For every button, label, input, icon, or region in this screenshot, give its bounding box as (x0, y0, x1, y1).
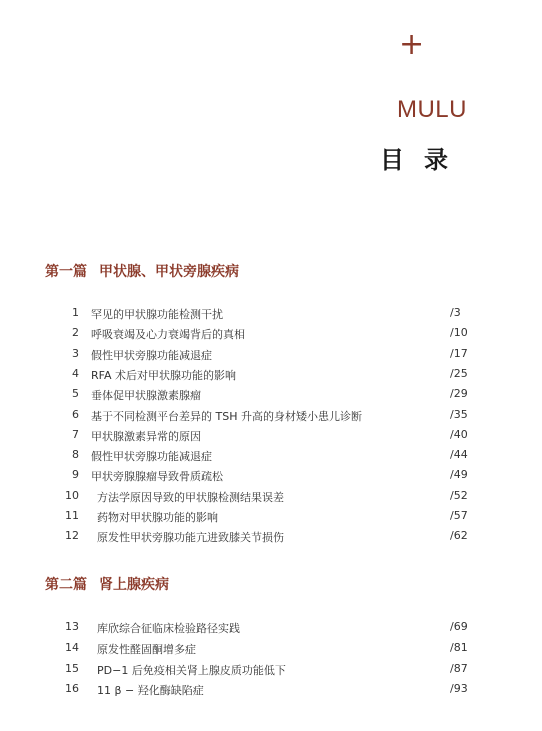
toc-entry[interactable] (0, 489, 542, 509)
toc-entry-title: RFA 术后对甲状腺功能的影响 (91, 368, 236, 382)
toc-entry-number: 5 (72, 387, 79, 401)
toc-entry[interactable] (0, 509, 542, 529)
toc-entry-number: 8 (72, 448, 79, 462)
toc-entry-page: /52 (450, 488, 468, 502)
toc-entry-title: 基于不同检测平台差异的 TSH 升高的身材矮小患儿诊断 (91, 409, 362, 423)
toc-entry-number: 10 (65, 488, 79, 502)
toc-entry[interactable] (0, 367, 542, 387)
section-heading (45, 261, 239, 281)
section-part-label: 第二篇 (45, 577, 87, 593)
toc-entry-title: 原发性甲状旁腺功能亢进致膝关节损伤 (97, 531, 284, 545)
toc-entry[interactable] (0, 682, 542, 702)
toc-entry-page: /57 (450, 509, 468, 522)
toc-entry-title: 呼吸衰竭及心力衰竭背后的真相 (91, 328, 245, 342)
toc-entry-page: /93 (450, 682, 468, 696)
toc-entry-title: 方法学原因导致的甲状腺检测结果误差 (97, 490, 284, 504)
toc-entry-title: 假性甲状旁腺功能减退症 (91, 348, 212, 362)
toc-entry-number: 2 (72, 326, 79, 340)
toc-entry-number: 14 (65, 640, 79, 654)
toc-entry-title: 甲状旁腺腺瘤导致骨质疏松 (91, 470, 223, 484)
toc-entry-title: 原发性醛固酮增多症 (97, 642, 196, 656)
toc-entry-title: 药物对甲状腺功能的影响 (97, 511, 218, 524)
toc-entry[interactable] (0, 529, 542, 549)
toc-entry[interactable] (0, 408, 542, 428)
toc-entry-page: /25 (450, 366, 468, 380)
toc-entry-page: /29 (450, 387, 468, 401)
toc-entry[interactable] (0, 641, 542, 661)
toc-entry-title: 罕见的甲状腺功能检测干扰 (91, 308, 223, 321)
toc-entry-number: 7 (72, 427, 79, 441)
toc-entry-page: /69 (450, 620, 468, 633)
toc-title-latin: MULU (396, 96, 467, 123)
toc-entry-page: /40 (450, 427, 468, 441)
toc-entry-page: /44 (450, 448, 468, 462)
toc-entry-page: /87 (450, 661, 468, 675)
toc-entry[interactable] (0, 326, 542, 346)
toc-entry-title: 假性甲状旁腺功能减退症 (91, 450, 212, 464)
toc-entry-title: PD−1 后免疫相关肾上腺皮质功能低下 (97, 663, 286, 677)
section-part-label: 第一篇 (45, 264, 87, 280)
toc-entry[interactable] (0, 306, 542, 326)
toc-entry-title: 库欣综合征临床检验路径实践 (97, 622, 240, 635)
toc-entry-page: /62 (450, 529, 468, 543)
toc-entry-number: 1 (72, 306, 79, 319)
plus-icon: + (399, 27, 425, 62)
toc-entry-title: 甲状腺激素异常的原因 (91, 429, 201, 443)
toc-entry-number: 6 (72, 407, 79, 421)
toc-entry[interactable] (0, 347, 542, 367)
toc-entry-page: /35 (450, 407, 468, 421)
toc-entry[interactable] (0, 662, 542, 682)
section-name: 肾上腺疾病 (99, 577, 169, 593)
toc-entry-page: /49 (450, 468, 468, 482)
section-name: 甲状腺、甲状旁腺疾病 (99, 264, 239, 280)
toc-entry-number: 15 (65, 661, 79, 675)
toc-entry-number: 9 (72, 468, 79, 482)
toc-entry[interactable] (0, 387, 542, 407)
toc-entry-page: /81 (450, 640, 468, 654)
toc-entry-title: 垂体促甲状腺激素腺瘤 (91, 389, 201, 403)
toc-entry[interactable] (0, 620, 542, 640)
toc-entry-number: 4 (72, 366, 79, 380)
toc-entry-number: 12 (65, 529, 79, 543)
toc-entry-page: /3 (450, 306, 461, 319)
toc-entry-number: 11 (65, 509, 79, 522)
toc-entry-number: 16 (65, 682, 79, 696)
toc-entry[interactable] (0, 428, 542, 448)
toc-entry-page: /17 (450, 346, 468, 360)
toc-entry[interactable] (0, 448, 542, 468)
toc-entry[interactable] (0, 468, 542, 488)
toc-entry-number: 13 (65, 620, 79, 633)
toc-title-chinese: 目录 (380, 146, 468, 174)
toc-entry-title: 11 β − 羟化酶缺陷症 (97, 684, 204, 698)
section-heading (45, 574, 169, 594)
toc-entry-number: 3 (72, 346, 79, 360)
toc-entry-page: /10 (450, 326, 468, 340)
